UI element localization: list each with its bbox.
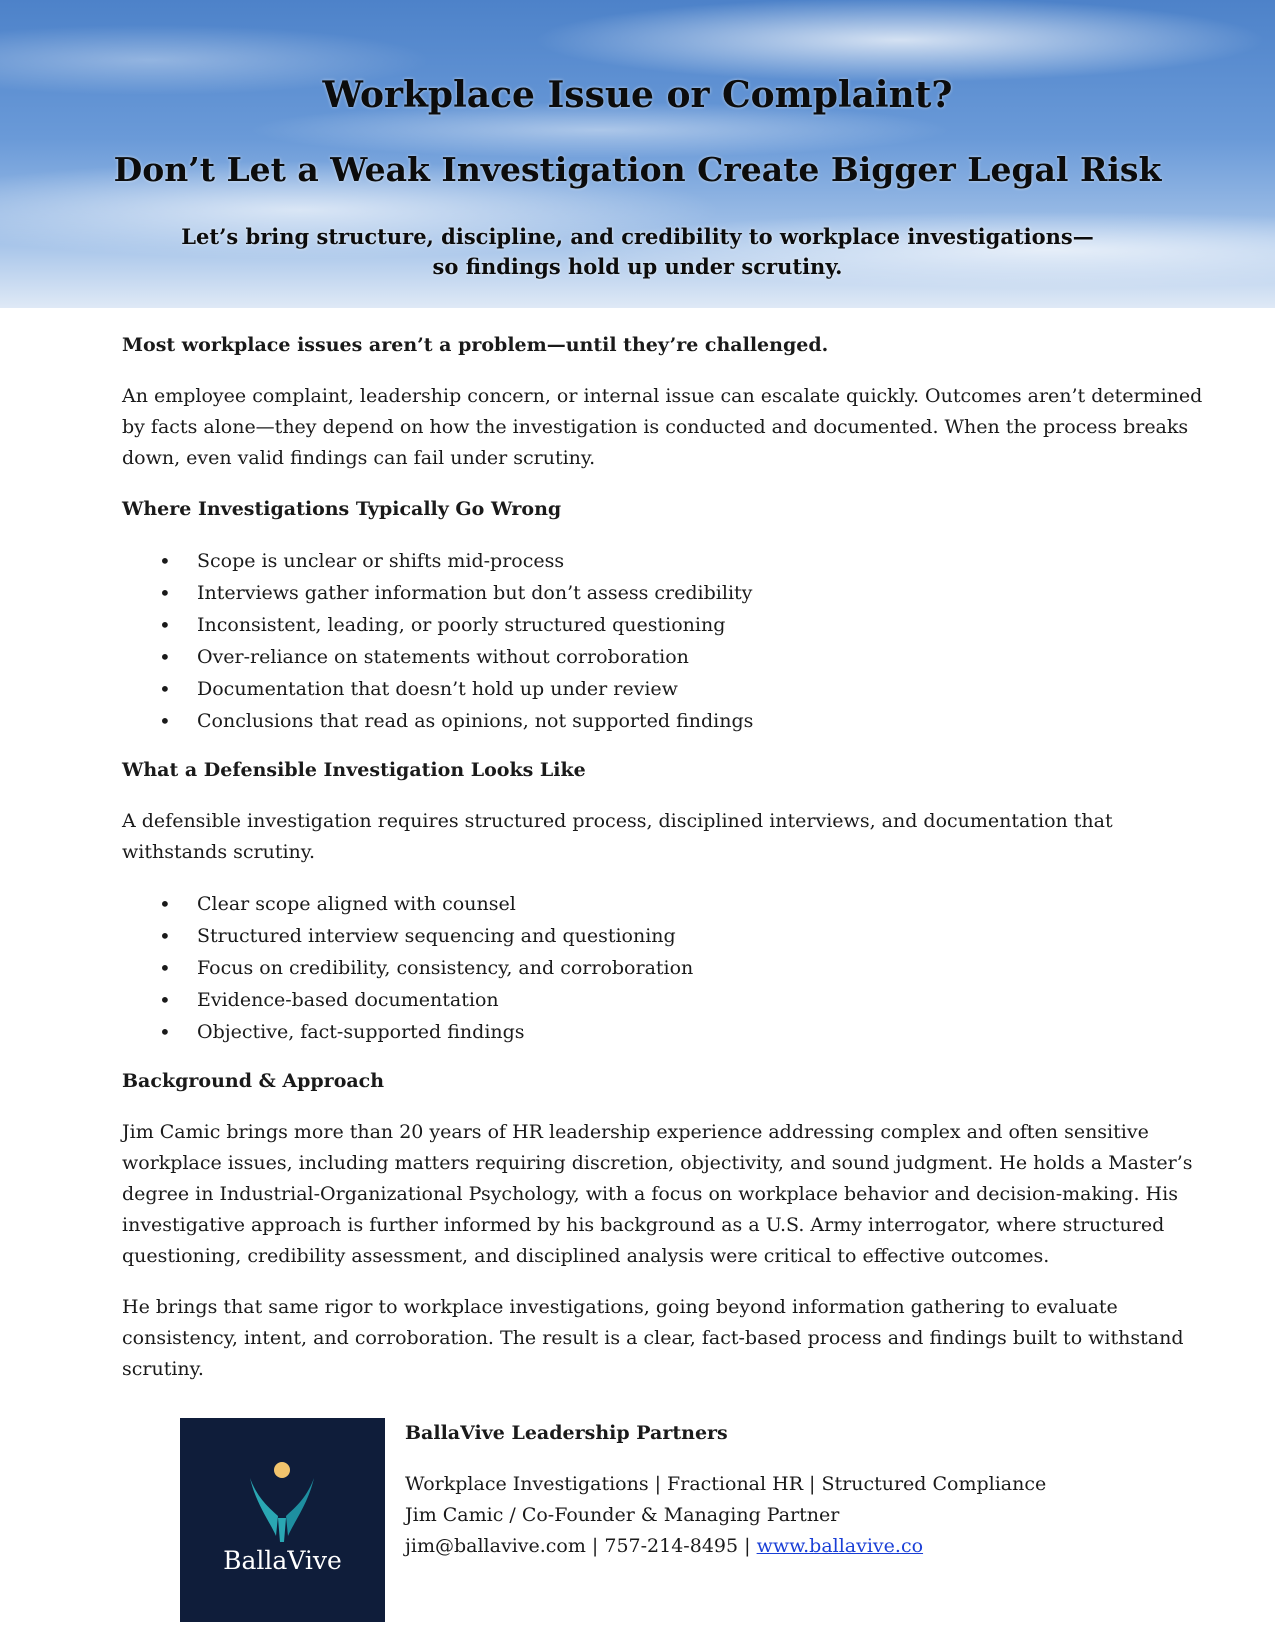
- contact-line: [405, 1531, 1165, 1562]
- services-line: Workplace Investigations | Fractional HR | Structured Compliance: [405, 1473, 1047, 1495]
- defensible-list: [122, 888, 1212, 1048]
- org-name: BallaVive Leadership Partners: [405, 1422, 728, 1444]
- tagline-line-1: Let’s bring structure, discipline, and credibility to workplace investigations—: [181, 224, 1094, 249]
- background-paragraph-1: Jim Camic brings more than 20 years of HR leadership experience addressing complex and often sensitive workplace issues, including matters requiring discretion, objectivity, and sound judgment. He holds a Master’s degree in Industrial-Organizational Psychology, with a focus on workplace behavior and decision-making. His investigative approach is further informed by his background as a U.S. Army interrogator, where structured questioning, credibility assessment, and disciplined analysis were critical to effective outcomes.: [122, 1121, 1193, 1267]
- page-subtitle: Don’t Let a Weak Investigation Create Bigger Legal Risk: [113, 150, 1162, 189]
- ballavive-logo: [180, 1418, 385, 1622]
- list-item: • Over-reliance on statements without corroboration: [197, 641, 1212, 673]
- list-item: • Documentation that doesn’t hold up under review: [197, 673, 1212, 705]
- header-banner: [0, 0, 1275, 308]
- section-heading-background: Background & Approach: [122, 1070, 385, 1092]
- list-item: • Focus on credibility, consistency, and corroboration: [197, 952, 1212, 984]
- contact-block: [405, 1418, 1165, 1562]
- wrong-list: [122, 545, 1212, 737]
- list-item: • Structured interview sequencing and questioning: [197, 920, 1212, 952]
- list-item: • Objective, fact-supported findings: [197, 1016, 1212, 1048]
- list-item: • Scope is unclear or shifts mid-process: [197, 545, 1212, 577]
- section-heading-wrong: Where Investigations Typically Go Wrong: [122, 498, 562, 520]
- person-line: Jim Camic / Co-Founder & Managing Partner: [405, 1504, 840, 1526]
- contact-email-phone: jim@ballavive.com | 757-214-8495 |: [405, 1535, 757, 1557]
- main-content: [122, 330, 1212, 1405]
- list-item: • Inconsistent, leading, or poorly structured questioning: [197, 609, 1212, 641]
- list-item: • Evidence-based documentation: [197, 984, 1212, 1016]
- tagline: [0, 222, 1275, 282]
- website-link[interactable]: www.ballavive.co: [756, 1535, 924, 1557]
- intro-lead: Most workplace issues aren’t a problem—until they’re challenged.: [122, 334, 829, 356]
- intro-paragraph: An employee complaint, leadership concern, or internal issue can escalate quickly. Outcomes aren’t determined by facts alone—they depend on how the investigation is conducted and documented. When the process breaks down, even valid findings can fail under scrutiny.: [122, 385, 1203, 469]
- list-item: • Conclusions that read as opinions, not supported findings: [197, 705, 1212, 737]
- logo-wordmark: BallaVive: [223, 1546, 342, 1575]
- page-title: Workplace Issue or Complaint?: [322, 74, 953, 116]
- tagline-line-2: so findings hold up under scrutiny.: [432, 254, 843, 279]
- list-item: • Clear scope aligned with counsel: [197, 888, 1212, 920]
- defensible-paragraph: A defensible investigation requires structured process, disciplined interviews, and documentation that withstands scrutiny.: [122, 810, 1113, 863]
- section-heading-defensible: What a Defensible Investigation Looks Like: [122, 759, 586, 781]
- ballavive-figure-icon: [180, 1418, 385, 1622]
- list-item: • Interviews gather information but don’t assess credibility: [197, 577, 1212, 609]
- background-paragraph-2: He brings that same rigor to workplace investigations, going beyond information gathering to evaluate consistency, intent, and corroboration. The result is a clear, fact-based process and findings built to withstand scrutiny.: [122, 1296, 1184, 1380]
